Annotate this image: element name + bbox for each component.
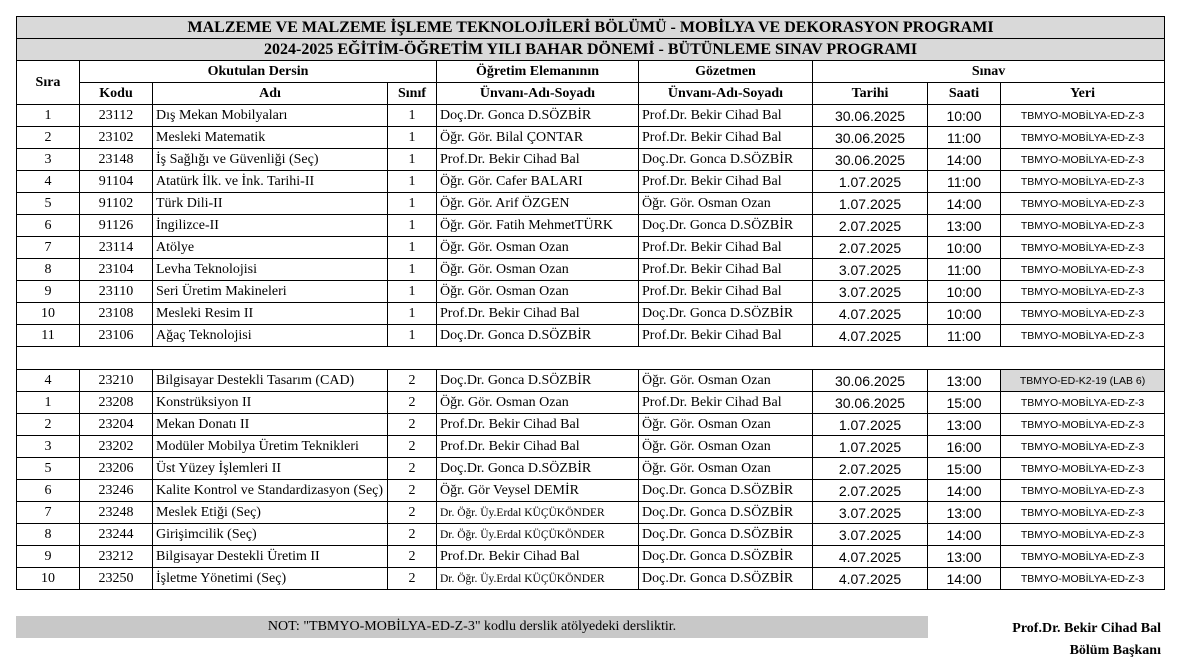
cell-sinif: 2 [388, 414, 437, 436]
cell-gozetmen: Doç.Dr. Gonca D.SÖZBİR [639, 524, 813, 546]
cell-ders-adi: Mesleki Resim II [153, 303, 388, 325]
cell-saat: 14:00 [928, 149, 1001, 171]
cell-tarih: 30.06.2025 [813, 105, 928, 127]
cell-ders-adi: Seri Üretim Makineleri [153, 281, 388, 303]
cell-ders-adi: Dış Mekan Mobilyaları [153, 105, 388, 127]
cell-gozetmen: Prof.Dr. Bekir Cihad Bal [639, 127, 813, 149]
table-row [17, 502, 1165, 524]
cell-gozetmen: Öğr. Gör. Osman Ozan [639, 458, 813, 480]
cell-sinif: 1 [388, 149, 437, 171]
cell-sinif: 2 [388, 370, 437, 392]
cell-saat: 10:00 [928, 281, 1001, 303]
cell-saat: 13:00 [928, 370, 1001, 392]
cell-saat: 13:00 [928, 502, 1001, 524]
cell-yer: TBMYO-MOBİLYA-ED-Z-3 [1001, 414, 1165, 436]
cell-ogretim-elemani: Prof.Dr. Bekir Cihad Bal [437, 436, 639, 458]
first-year-rows [17, 105, 1165, 347]
program-title: MALZEME VE MALZEME İŞLEME TEKNOLOJİLERİ BÖLÜMÜ - MOBİLYA VE DEKORASYON PROGRAMI [17, 17, 1165, 39]
table-row [17, 546, 1165, 568]
cell-ogretim-elemani: Dr. Öğr. Üy.Erdal KÜÇÜKÖNDER [437, 568, 639, 590]
cell-ogretim-elemani: Öğr. Gör. Fatih MehmetTÜRK [437, 215, 639, 237]
cell-gozetmen: Öğr. Gör. Osman Ozan [639, 414, 813, 436]
cell-kodu: 23148 [80, 149, 153, 171]
table-row [17, 215, 1165, 237]
cell-ders-adi: Kalite Kontrol ve Standardizasyon (Seç) [153, 480, 388, 502]
cell-ogretim-elemani: Öğr. Gör. Osman Ozan [437, 259, 639, 281]
table-row [17, 370, 1165, 392]
table-row [17, 436, 1165, 458]
header-yeri: Yeri [1001, 83, 1165, 105]
cell-saat: 15:00 [928, 392, 1001, 414]
cell-tarih: 4.07.2025 [813, 568, 928, 590]
cell-sira: 9 [17, 281, 80, 303]
cell-tarih: 2.07.2025 [813, 237, 928, 259]
cell-sinif: 1 [388, 171, 437, 193]
cell-ders-adi: Girişimcilik (Seç) [153, 524, 388, 546]
signature-block [1012, 618, 1161, 662]
cell-gozetmen: Doç.Dr. Gonca D.SÖZBİR [639, 480, 813, 502]
cell-sinif: 2 [388, 436, 437, 458]
table-row [17, 524, 1165, 546]
cell-ders-adi: Konstrüksiyon II [153, 392, 388, 414]
cell-kodu: 23202 [80, 436, 153, 458]
cell-sinif: 2 [388, 392, 437, 414]
cell-ogretim-elemani: Öğr. Gör Veysel DEMİR [437, 480, 639, 502]
cell-sira: 10 [17, 568, 80, 590]
cell-sira: 7 [17, 502, 80, 524]
cell-tarih: 3.07.2025 [813, 259, 928, 281]
cell-sinif: 1 [388, 105, 437, 127]
header-tarihi: Tarihi [813, 83, 928, 105]
header-sinif: Sınıf [388, 83, 437, 105]
cell-kodu: 23104 [80, 259, 153, 281]
cell-saat: 13:00 [928, 546, 1001, 568]
header-gozetmen-group: Gözetmen [639, 61, 813, 83]
cell-yer: TBMYO-MOBİLYA-ED-Z-3 [1001, 502, 1165, 524]
cell-tarih: 30.06.2025 [813, 392, 928, 414]
cell-yer: TBMYO-MOBİLYA-ED-Z-3 [1001, 215, 1165, 237]
cell-yer: TBMYO-MOBİLYA-ED-Z-3 [1001, 458, 1165, 480]
cell-ders-adi: Levha Teknolojisi [153, 259, 388, 281]
cell-saat: 11:00 [928, 325, 1001, 347]
table-row [17, 237, 1165, 259]
cell-tarih: 4.07.2025 [813, 325, 928, 347]
cell-tarih: 4.07.2025 [813, 303, 928, 325]
cell-gozetmen: Öğr. Gör. Osman Ozan [639, 436, 813, 458]
cell-sira: 1 [17, 392, 80, 414]
cell-ogretim-elemani: Doç.Dr. Gonca D.SÖZBİR [437, 458, 639, 480]
cell-sinif: 1 [388, 259, 437, 281]
cell-gozetmen: Prof.Dr. Bekir Cihad Bal [639, 392, 813, 414]
cell-ogretim-elemani: Dr. Öğr. Üy.Erdal KÜÇÜKÖNDER [437, 524, 639, 546]
separator-row [17, 347, 1165, 370]
cell-saat: 14:00 [928, 193, 1001, 215]
cell-yer: TBMYO-MOBİLYA-ED-Z-3 [1001, 325, 1165, 347]
cell-yer: TBMYO-MOBİLYA-ED-Z-3 [1001, 546, 1165, 568]
cell-yer: TBMYO-MOBİLYA-ED-Z-3 [1001, 303, 1165, 325]
cell-gozetmen: Doç.Dr. Gonca D.SÖZBİR [639, 568, 813, 590]
cell-kodu: 23102 [80, 127, 153, 149]
cell-yer: TBMYO-MOBİLYA-ED-Z-3 [1001, 127, 1165, 149]
cell-sinif: 1 [388, 325, 437, 347]
cell-kodu: 23108 [80, 303, 153, 325]
cell-kodu: 23204 [80, 414, 153, 436]
table-row [17, 149, 1165, 171]
cell-tarih: 4.07.2025 [813, 546, 928, 568]
cell-gozetmen: Prof.Dr. Bekir Cihad Bal [639, 105, 813, 127]
cell-yer: TBMYO-MOBİLYA-ED-Z-3 [1001, 281, 1165, 303]
cell-ders-adi: Atatürk İlk. ve İnk. Tarihi-II [153, 171, 388, 193]
cell-saat: 10:00 [928, 237, 1001, 259]
header-ders-group: Okutulan Dersin [80, 61, 437, 83]
cell-yer: TBMYO-MOBİLYA-ED-Z-3 [1001, 436, 1165, 458]
cell-yer: TBMYO-MOBİLYA-ED-Z-3 [1001, 237, 1165, 259]
cell-ders-adi: İşletme Yönetimi (Seç) [153, 568, 388, 590]
cell-saat: 10:00 [928, 105, 1001, 127]
cell-ogretim-elemani: Öğr. Gör. Bilal ÇONTAR [437, 127, 639, 149]
cell-kodu: 91102 [80, 193, 153, 215]
cell-ogretim-elemani: Prof.Dr. Bekir Cihad Bal [437, 149, 639, 171]
cell-ders-adi: Ağaç Teknolojisi [153, 325, 388, 347]
cell-tarih: 30.06.2025 [813, 370, 928, 392]
cell-saat: 14:00 [928, 568, 1001, 590]
cell-sinif: 2 [388, 568, 437, 590]
cell-ogretim-elemani: Öğr. Gör. Osman Ozan [437, 392, 639, 414]
cell-gozetmen: Prof.Dr. Bekir Cihad Bal [639, 325, 813, 347]
table-row [17, 325, 1165, 347]
cell-gozetmen: Prof.Dr. Bekir Cihad Bal [639, 237, 813, 259]
cell-sinif: 2 [388, 480, 437, 502]
table-row [17, 392, 1165, 414]
cell-kodu: 23212 [80, 546, 153, 568]
cell-kodu: 23112 [80, 105, 153, 127]
cell-yer: TBMYO-MOBİLYA-ED-Z-3 [1001, 259, 1165, 281]
cell-gozetmen: Öğr. Gör. Osman Ozan [639, 370, 813, 392]
cell-sira: 2 [17, 127, 80, 149]
signer-title: Bölüm Başkanı [1069, 643, 1161, 658]
cell-yer: TBMYO-MOBİLYA-ED-Z-3 [1001, 392, 1165, 414]
cell-gozetmen: Doç.Dr. Gonca D.SÖZBİR [639, 546, 813, 568]
cell-tarih: 1.07.2025 [813, 414, 928, 436]
cell-tarih: 2.07.2025 [813, 480, 928, 502]
cell-ders-adi: İş Sağlığı ve Güvenliği (Seç) [153, 149, 388, 171]
cell-tarih: 2.07.2025 [813, 458, 928, 480]
group-separator [17, 347, 1165, 370]
cell-saat: 11:00 [928, 171, 1001, 193]
cell-ders-adi: Türk Dili-II [153, 193, 388, 215]
cell-ders-adi: İngilizce-II [153, 215, 388, 237]
cell-saat: 11:00 [928, 259, 1001, 281]
cell-sira: 1 [17, 105, 80, 127]
cell-sira: 3 [17, 149, 80, 171]
cell-ogretim-elemani: Prof.Dr. Bekir Cihad Bal [437, 546, 639, 568]
cell-sinif: 1 [388, 193, 437, 215]
cell-yer: TBMYO-MOBİLYA-ED-Z-3 [1001, 480, 1165, 502]
cell-ogretim-elemani: Prof.Dr. Bekir Cihad Bal [437, 303, 639, 325]
cell-ogretim-elemani: Prof.Dr. Bekir Cihad Bal [437, 414, 639, 436]
cell-gozetmen: Öğr. Gör. Osman Ozan [639, 193, 813, 215]
cell-kodu: 23250 [80, 568, 153, 590]
cell-gozetmen: Doç.Dr. Gonca D.SÖZBİR [639, 502, 813, 524]
table-row [17, 259, 1165, 281]
cell-ders-adi: Üst Yüzey İşlemleri II [153, 458, 388, 480]
cell-sira: 8 [17, 524, 80, 546]
cell-sira: 3 [17, 436, 80, 458]
cell-gozetmen: Doç.Dr. Gonca D.SÖZBİR [639, 303, 813, 325]
cell-ogretim-elemani: Öğr. Gör. Cafer BALARI [437, 171, 639, 193]
cell-kodu: 23114 [80, 237, 153, 259]
cell-ogretim-elemani: Dr. Öğr. Üy.Erdal KÜÇÜKÖNDER [437, 502, 639, 524]
cell-yer: TBMYO-MOBİLYA-ED-Z-3 [1001, 524, 1165, 546]
header-kodu: Kodu [80, 83, 153, 105]
cell-sira: 8 [17, 259, 80, 281]
table-row [17, 193, 1165, 215]
table-row [17, 458, 1165, 480]
table-row [17, 568, 1165, 590]
header-adi: Adı [153, 83, 388, 105]
cell-sira: 5 [17, 458, 80, 480]
cell-kodu: 23246 [80, 480, 153, 502]
cell-gozetmen: Prof.Dr. Bekir Cihad Bal [639, 259, 813, 281]
cell-gozetmen: Prof.Dr. Bekir Cihad Bal [639, 281, 813, 303]
cell-sira: 9 [17, 546, 80, 568]
cell-yer: TBMYO-MOBİLYA-ED-Z-3 [1001, 171, 1165, 193]
cell-tarih: 30.06.2025 [813, 127, 928, 149]
second-year-rows [17, 370, 1165, 590]
cell-sira: 2 [17, 414, 80, 436]
cell-ders-adi: Modüler Mobilya Üretim Teknikleri [153, 436, 388, 458]
cell-sinif: 2 [388, 502, 437, 524]
cell-ogretim-elemani: Öğr. Gör. Arif ÖZGEN [437, 193, 639, 215]
cell-ogretim-elemani: Doç.Dr. Gonca D.SÖZBİR [437, 370, 639, 392]
cell-tarih: 1.07.2025 [813, 193, 928, 215]
header-sinav-group: Sınav [813, 61, 1165, 83]
cell-sira: 10 [17, 303, 80, 325]
cell-sinif: 2 [388, 524, 437, 546]
header-ogretim-group: Öğretim Elemanının [437, 61, 639, 83]
table-row [17, 414, 1165, 436]
cell-ders-adi: Bilgisayar Destekli Tasarım (CAD) [153, 370, 388, 392]
cell-sira: 5 [17, 193, 80, 215]
cell-ogretim-elemani: Öğr. Gör. Osman Ozan [437, 281, 639, 303]
table-row [17, 303, 1165, 325]
cell-saat: 16:00 [928, 436, 1001, 458]
cell-sinif: 2 [388, 546, 437, 568]
table-row [17, 127, 1165, 149]
table-row [17, 480, 1165, 502]
cell-sinif: 1 [388, 237, 437, 259]
cell-ders-adi: Atölye [153, 237, 388, 259]
cell-saat: 14:00 [928, 480, 1001, 502]
cell-yer: TBMYO-MOBİLYA-ED-Z-3 [1001, 568, 1165, 590]
cell-kodu: 23244 [80, 524, 153, 546]
cell-sira: 6 [17, 215, 80, 237]
cell-yer: TBMYO-MOBİLYA-ED-Z-3 [1001, 193, 1165, 215]
cell-saat: 13:00 [928, 215, 1001, 237]
cell-yer: TBMYO-ED-K2-19 (LAB 6) [1001, 370, 1165, 392]
cell-tarih: 30.06.2025 [813, 149, 928, 171]
cell-kodu: 23106 [80, 325, 153, 347]
cell-sinif: 1 [388, 303, 437, 325]
header-sira: Sıra [17, 61, 80, 105]
cell-sira: 6 [17, 480, 80, 502]
semester-title: 2024-2025 EĞİTİM-ÖĞRETİM YILI BAHAR DÖNEMİ - BÜTÜNLEME SINAV PROGRAMI [17, 39, 1165, 61]
cell-sinif: 2 [388, 458, 437, 480]
cell-ders-adi: Meslek Etiği (Seç) [153, 502, 388, 524]
cell-saat: 13:00 [928, 414, 1001, 436]
cell-kodu: 23206 [80, 458, 153, 480]
header-saati: Saati [928, 83, 1001, 105]
cell-kodu: 23248 [80, 502, 153, 524]
cell-saat: 14:00 [928, 524, 1001, 546]
cell-sira: 7 [17, 237, 80, 259]
header-ogretim-unvan: Ünvanı-Adı-Soyadı [437, 83, 639, 105]
cell-kodu: 91104 [80, 171, 153, 193]
cell-saat: 11:00 [928, 127, 1001, 149]
cell-saat: 15:00 [928, 458, 1001, 480]
cell-ders-adi: Bilgisayar Destekli Üretim II [153, 546, 388, 568]
cell-sira: 4 [17, 171, 80, 193]
cell-gozetmen: Prof.Dr. Bekir Cihad Bal [639, 171, 813, 193]
exam-schedule-table [16, 16, 1165, 590]
header-gozetmen-unvan: Ünvanı-Adı-Soyadı [639, 83, 813, 105]
table-row [17, 281, 1165, 303]
cell-kodu: 23210 [80, 370, 153, 392]
cell-sinif: 1 [388, 215, 437, 237]
cell-tarih: 3.07.2025 [813, 524, 928, 546]
cell-sira: 11 [17, 325, 80, 347]
cell-ders-adi: Mesleki Matematik [153, 127, 388, 149]
cell-tarih: 3.07.2025 [813, 502, 928, 524]
cell-saat: 10:00 [928, 303, 1001, 325]
cell-sinif: 1 [388, 281, 437, 303]
cell-ogretim-elemani: Doç.Dr. Gonca D.SÖZBİR [437, 105, 639, 127]
cell-kodu: 23110 [80, 281, 153, 303]
cell-yer: TBMYO-MOBİLYA-ED-Z-3 [1001, 105, 1165, 127]
cell-yer: TBMYO-MOBİLYA-ED-Z-3 [1001, 149, 1165, 171]
cell-sira: 4 [17, 370, 80, 392]
cell-tarih: 1.07.2025 [813, 171, 928, 193]
cell-tarih: 1.07.2025 [813, 436, 928, 458]
table-row [17, 171, 1165, 193]
cell-tarih: 2.07.2025 [813, 215, 928, 237]
signer-name: Prof.Dr. Bekir Cihad Bal [1012, 621, 1161, 636]
footer-note: NOT: "TBMYO-MOBİLYA-ED-Z-3" kodlu derslik atölyedeki dersliktir. [16, 616, 928, 638]
cell-kodu: 23208 [80, 392, 153, 414]
cell-kodu: 91126 [80, 215, 153, 237]
cell-ders-adi: Mekan Donatı II [153, 414, 388, 436]
cell-gozetmen: Doç.Dr. Gonca D.SÖZBİR [639, 215, 813, 237]
cell-tarih: 3.07.2025 [813, 281, 928, 303]
cell-sinif: 1 [388, 127, 437, 149]
cell-ogretim-elemani: Doç.Dr. Gonca D.SÖZBİR [437, 325, 639, 347]
cell-gozetmen: Doç.Dr. Gonca D.SÖZBİR [639, 149, 813, 171]
cell-ogretim-elemani: Öğr. Gör. Osman Ozan [437, 237, 639, 259]
table-row [17, 105, 1165, 127]
